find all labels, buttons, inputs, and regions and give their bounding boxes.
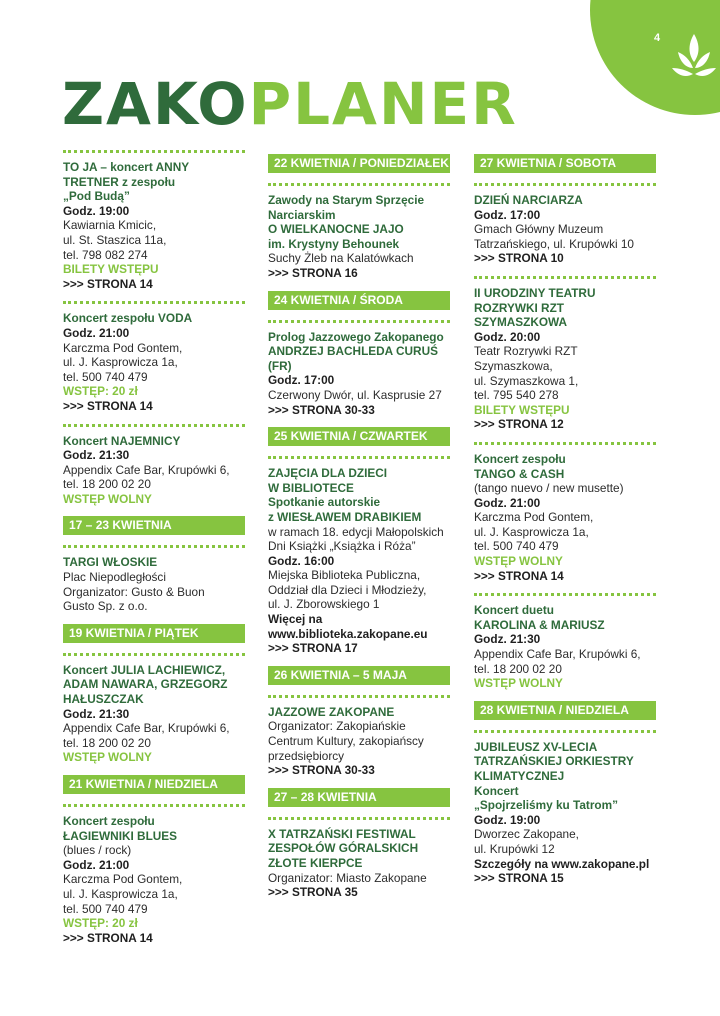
event-title: ZAJĘCIA DLA DZIECI bbox=[268, 466, 388, 481]
page-link[interactable]: >>> STRONA 10 bbox=[474, 251, 564, 266]
event-voda bbox=[63, 311, 245, 413]
event-genre: (tango nuevo / new musette) bbox=[474, 481, 624, 496]
event-venue: Karczma Pod Gontem, bbox=[63, 872, 183, 887]
date-header: 28 KWIETNIA / NIEDZIELA bbox=[474, 701, 656, 720]
event-time: Godz. 17:00 bbox=[474, 207, 541, 222]
event-organizer: Centrum Kultury, zakopiańscy bbox=[268, 734, 424, 749]
column-1 bbox=[63, 150, 245, 945]
event-title: Zawody na Starym Sprzęcie bbox=[268, 193, 425, 207]
event-title: W BIBLIOTECE bbox=[268, 480, 354, 495]
event-zlote-kierpce bbox=[268, 827, 450, 900]
event-zawody-narciarskie bbox=[268, 193, 450, 281]
event-address: ul. Krupówki 12 bbox=[474, 841, 555, 856]
event-address: Tatrzańskiego, ul. Krupówki 10 bbox=[474, 236, 634, 251]
event-time: Godz. 21:00 bbox=[63, 325, 130, 340]
event-address: ul. J. Kasprowicza 1a, bbox=[63, 355, 178, 370]
date-header: 26 KWIETNIA – 5 MAJA bbox=[268, 666, 450, 685]
event-title: Spotkanie autorskie bbox=[268, 495, 381, 510]
date-header: 27 – 28 KWIETNIA bbox=[268, 788, 450, 807]
event-venue: Appendix Cafe Bar, Krupówki 6, bbox=[63, 721, 230, 736]
column-2 bbox=[268, 150, 450, 900]
event-time: Godz. 21:30 bbox=[474, 632, 541, 647]
event-organizer: Organizator: Gusto & Buon bbox=[63, 584, 205, 599]
dotted-divider bbox=[474, 183, 656, 186]
event-lagiewniki-blues bbox=[63, 814, 245, 945]
date-header: 27 KWIETNIA / SOBOTA bbox=[474, 154, 656, 173]
event-title: ROZRYWKI RZT bbox=[474, 300, 564, 315]
event-title: ZESPOŁÓW GÓRALSKICH bbox=[268, 841, 419, 856]
page-link[interactable]: >>> STRONA 35 bbox=[268, 885, 358, 900]
event-lachiewicz bbox=[63, 663, 245, 765]
event-phone: tel. 795 540 278 bbox=[474, 388, 559, 403]
website-link[interactable]: Szczegóły na www.zakopane.pl bbox=[474, 856, 650, 871]
zakoplaner-logo bbox=[62, 70, 518, 138]
dotted-divider bbox=[474, 593, 656, 596]
dotted-divider bbox=[268, 320, 450, 323]
event-address: ul. J. Zborowskiego 1 bbox=[268, 597, 380, 612]
event-venue: Plac Niepodległości bbox=[63, 570, 166, 585]
event-price: WSTĘP WOLNY bbox=[474, 676, 563, 691]
event-title: ŁAGIEWNIKI BLUES bbox=[63, 828, 178, 843]
page-link[interactable]: >>> STRONA 14 bbox=[63, 276, 153, 291]
event-title: „Pod Budą” bbox=[63, 189, 130, 204]
event-title: ZŁOTE KIERPCE bbox=[268, 856, 363, 870]
event-venue: Dworzec Zakopane, bbox=[474, 827, 579, 842]
event-title: ANDRZEJ BACHLEDA CURUŚ bbox=[268, 344, 438, 359]
event-organizer: Organizator: Zakopiańskie bbox=[268, 719, 406, 734]
event-title: Koncert zespołu VODA bbox=[63, 311, 193, 326]
event-karolina-mariusz bbox=[474, 603, 656, 691]
event-title: TO JA – koncert ANNY bbox=[63, 160, 190, 174]
event-venue: Appendix Cafe Bar, Krupówki 6, bbox=[474, 647, 641, 662]
event-tickets: BILETY WSTĘPU bbox=[63, 262, 159, 277]
page-link[interactable]: >>> STRONA 14 bbox=[63, 930, 153, 945]
event-urodziny-teatru bbox=[474, 286, 656, 432]
event-description: Dni Książki „Książka i Róża” bbox=[268, 539, 416, 554]
event-zajecia-dla-dzieci bbox=[268, 466, 450, 656]
event-targi-wloskie bbox=[63, 555, 245, 613]
event-title: JUBILEUSZ XV-LECIA bbox=[474, 739, 598, 754]
event-title: TRETNER z zespołu bbox=[63, 174, 176, 189]
event-title: z WIESŁAWEM DRABIKIEM bbox=[268, 509, 422, 524]
dotted-divider bbox=[63, 301, 245, 304]
event-title: KAROLINA & MARIUSZ bbox=[474, 617, 605, 632]
event-anna-tretner bbox=[63, 160, 245, 291]
event-address: ul. St. Staszica 11a, bbox=[63, 232, 167, 247]
event-venue: Szymaszkowa, bbox=[474, 358, 553, 373]
dotted-divider bbox=[268, 183, 450, 186]
event-time: Godz. 16:00 bbox=[268, 553, 335, 568]
event-title: TANGO & CASH bbox=[474, 466, 565, 481]
event-time: Godz. 21:00 bbox=[474, 495, 541, 510]
date-header: 24 KWIETNIA / ŚRODA bbox=[268, 291, 450, 310]
page-link[interactable]: >>> STRONA 16 bbox=[268, 265, 358, 280]
event-title: TATRZAŃSKIEJ ORKIESTRY bbox=[474, 754, 634, 769]
dotted-divider bbox=[474, 730, 656, 733]
dotted-divider bbox=[474, 276, 656, 279]
dotted-divider bbox=[63, 150, 245, 153]
page-link[interactable]: >>> STRONA 14 bbox=[63, 398, 153, 413]
page-link[interactable]: >>> STRONA 15 bbox=[474, 871, 564, 886]
event-venue: Teatr Rozrywki RZT bbox=[474, 344, 578, 359]
date-header: 19 KWIETNIA / PIĄTEK bbox=[63, 624, 245, 643]
event-venue: Karczma Pod Gontem, bbox=[63, 340, 183, 355]
event-description: w ramach 18. edycji Małopolskich bbox=[268, 524, 444, 539]
event-title: Narciarskim bbox=[268, 207, 336, 222]
dotted-divider bbox=[268, 695, 450, 698]
event-phone: tel. 798 082 274 bbox=[63, 247, 148, 262]
event-najemnicy bbox=[63, 434, 245, 507]
event-time: Godz. 20:00 bbox=[474, 329, 541, 344]
event-genre: (blues / rock) bbox=[63, 843, 132, 858]
event-phone: tel. 500 740 479 bbox=[474, 539, 559, 554]
page-link[interactable]: >>> STRONA 30-33 bbox=[268, 402, 375, 417]
event-venue: Appendix Cafe Bar, Krupówki 6, bbox=[63, 462, 230, 477]
event-organizer: Gusto Sp. z o.o. bbox=[63, 599, 148, 614]
event-dzien-narciarza bbox=[474, 193, 656, 266]
event-title: Koncert NAJEMNICY bbox=[63, 433, 181, 448]
event-phone: tel. 500 740 479 bbox=[63, 369, 148, 384]
event-phone: tel. 18 200 02 20 bbox=[63, 477, 151, 492]
page-link[interactable]: >>> STRONA 14 bbox=[474, 568, 564, 583]
logo-part-dark: ZAKO bbox=[62, 70, 249, 138]
event-phone: tel. 500 740 479 bbox=[63, 901, 148, 916]
event-organizer: Organizator: Miasto Zakopane bbox=[268, 870, 427, 885]
event-title: KLIMATYCZNEJ bbox=[474, 769, 565, 783]
event-address: ul. Szymaszkowa 1, bbox=[474, 373, 579, 388]
event-price: WSTĘP WOLNY bbox=[63, 750, 152, 765]
dotted-divider bbox=[268, 817, 450, 820]
date-header: 17 – 23 KWIETNIA bbox=[63, 516, 245, 535]
page-link[interactable]: >>> STRONA 12 bbox=[474, 417, 564, 432]
website-link[interactable]: www.biblioteka.zakopane.eu bbox=[268, 626, 428, 641]
event-jubileusz-orkiestry bbox=[474, 740, 656, 886]
event-bachleda-curus bbox=[268, 330, 450, 418]
more-info-label: Więcej na bbox=[268, 612, 323, 627]
event-title: HAŁUSZCZAK bbox=[63, 692, 144, 707]
date-header: 22 KWIETNIA / PONIEDZIAŁEK bbox=[268, 154, 450, 173]
dotted-divider bbox=[268, 456, 450, 459]
event-title: (FR) bbox=[268, 358, 292, 373]
logo-part-light: PLANER bbox=[248, 70, 518, 138]
event-time: Godz. 19:00 bbox=[474, 812, 541, 827]
event-title: Koncert duetu bbox=[474, 603, 554, 618]
event-venue: Karczma Pod Gontem, bbox=[474, 510, 594, 525]
event-venue: Miejska Biblioteka Publiczna, bbox=[268, 568, 421, 583]
event-title: „Spojrzeliśmy ku Tatrom” bbox=[474, 798, 618, 813]
dotted-divider bbox=[474, 442, 656, 445]
date-header: 25 KWIETNIA / CZWARTEK bbox=[268, 427, 450, 446]
event-price: WSTĘP WOLNY bbox=[63, 491, 152, 506]
event-tickets: BILETY WSTĘPU bbox=[474, 402, 570, 417]
event-title: ADAM NAWARA, GRZEGORZ bbox=[63, 677, 228, 692]
event-price: WSTĘP: 20 zł bbox=[63, 916, 138, 931]
event-title: Koncert zespołu bbox=[63, 814, 155, 828]
event-title: O WIELKANOCNE JAJO bbox=[268, 222, 404, 237]
event-venue: Suchy Żleb na Kalatówkach bbox=[268, 251, 414, 266]
event-venue: Gmach Główny Muzeum bbox=[474, 222, 604, 237]
event-title: DZIEŃ NARCIARZA bbox=[474, 193, 583, 207]
dotted-divider bbox=[63, 653, 245, 656]
event-title: SZYMASZKOWA bbox=[474, 315, 568, 330]
leaf-icon bbox=[668, 30, 720, 90]
event-phone: tel. 18 200 02 20 bbox=[474, 661, 562, 676]
page-link[interactable]: >>> STRONA 30-33 bbox=[268, 763, 375, 778]
event-title: X TATRZAŃSKI FESTIWAL bbox=[268, 826, 416, 841]
event-address: ul. J. Kasprowicza 1a, bbox=[63, 886, 178, 901]
event-tango-cash bbox=[474, 452, 656, 583]
dotted-divider bbox=[63, 545, 245, 548]
event-phone: tel. 18 200 02 20 bbox=[63, 735, 151, 750]
event-title: Koncert zespołu bbox=[474, 451, 566, 466]
event-title: Koncert JULIA LACHIEWICZ, bbox=[63, 662, 226, 677]
event-time: Godz. 21:00 bbox=[63, 857, 130, 872]
event-time: Godz. 21:30 bbox=[63, 706, 130, 721]
event-title: TARGI WŁOSKIE bbox=[63, 555, 158, 570]
date-header: 21 KWIETNIA / NIEDZIELA bbox=[63, 775, 245, 794]
event-organizer: przedsiębiorcy bbox=[268, 748, 345, 763]
dotted-divider bbox=[63, 424, 245, 427]
event-time: Godz. 21:30 bbox=[63, 448, 130, 463]
event-time: Godz. 19:00 bbox=[63, 203, 130, 218]
event-address: ul. J. Kasprowicza 1a, bbox=[474, 524, 589, 539]
event-title: im. Krystyny Behounek bbox=[268, 236, 400, 251]
dotted-divider bbox=[63, 804, 245, 807]
event-title: JAZZOWE ZAKOPANE bbox=[268, 704, 395, 719]
event-time: Godz. 17:00 bbox=[268, 373, 335, 388]
event-venue: Czerwony Dwór, ul. Kasprusie 27 bbox=[268, 387, 442, 402]
event-venue: Kawiarnia Kmicic, bbox=[63, 218, 157, 233]
column-3 bbox=[474, 150, 656, 886]
page-number: 4 bbox=[654, 32, 661, 44]
event-title: II URODZINY TEATRU bbox=[474, 285, 596, 300]
event-title: Prolog Jazzowego Zakopanego bbox=[268, 329, 444, 344]
event-venue: Oddział dla Dzieci i Młodzieży, bbox=[268, 582, 427, 597]
event-jazzowe-zakopane bbox=[268, 705, 450, 778]
page-link[interactable]: >>> STRONA 17 bbox=[268, 641, 358, 656]
event-title: Koncert bbox=[474, 783, 519, 798]
event-price: WSTĘP WOLNY bbox=[474, 554, 563, 569]
event-price: WSTĘP: 20 zł bbox=[63, 384, 138, 399]
